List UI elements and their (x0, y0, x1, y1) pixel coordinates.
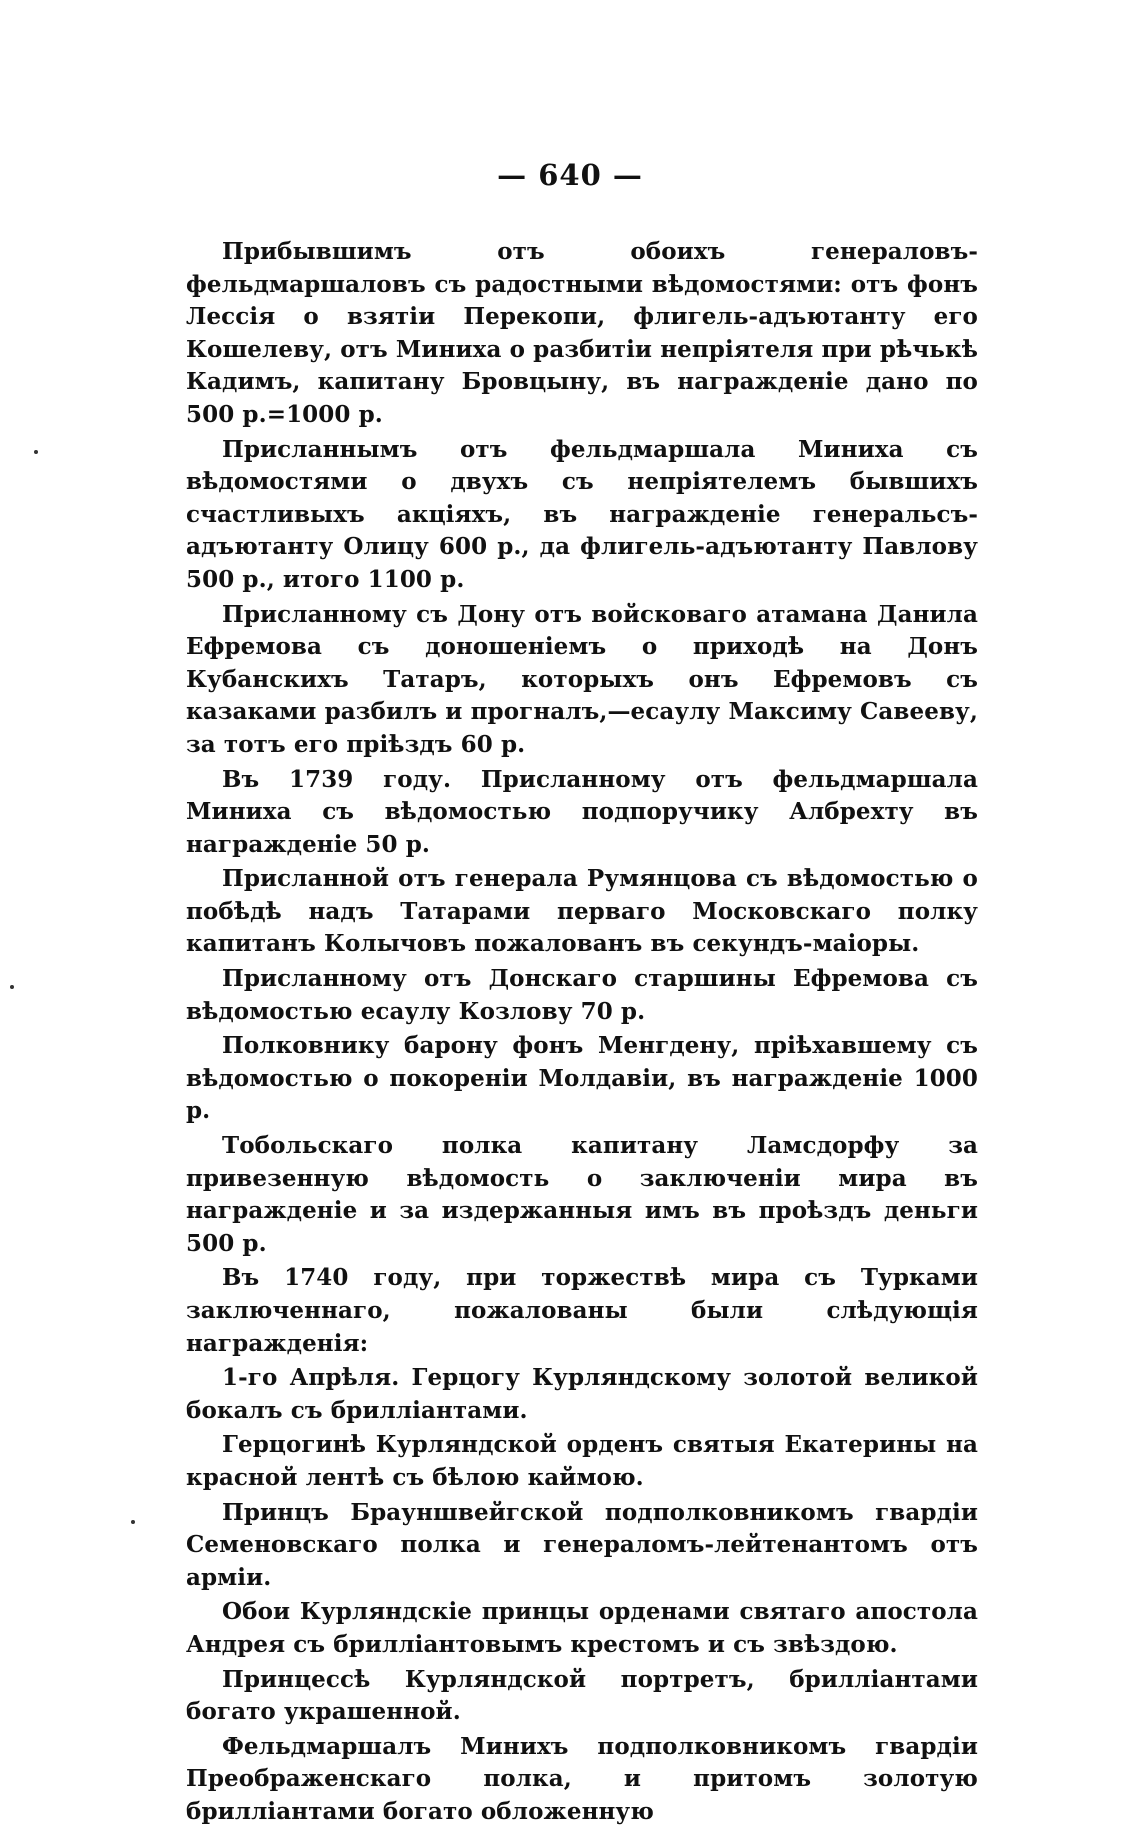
paragraph: Присланному съ Дону отъ войсковаго атамана Данила Ефремова съ доношеніемъ о приходѣ на Донъ Кубанскихъ Татаръ, которыхъ онъ Ефремовъ съ казаками разбилъ и прогналъ,—есаулу Максиму Савееву, за тотъ его пріѣздъ 60 р. (186, 600, 978, 758)
paragraph: 1-го Апрѣля. Герцогу Курляндскому золотой великой бокалъ съ брилліантами. (186, 1364, 978, 1424)
paragraph: Въ 1739 году. Присланному отъ фельдмаршала Миниха съ вѣдомостью подпоручику Албрехту въ награжденіе 50 р. (186, 765, 978, 858)
scan-speck (131, 1520, 135, 1524)
paragraph: Прибывшимъ отъ обоихъ генераловъ-фельдмаршаловъ съ радостными вѣдомостями: отъ фонъ Лессія о взятіи Перекопи, флигель-адъютанту его Кошелеву, отъ Миниха о разбитіи непріятеля при рѣчькѣ Кадимъ, капитану Бровцыну, въ награжденіе дано по 500 р.=1000 р. (186, 238, 978, 428)
paragraph: Полковнику барону фонъ Менгдену, пріѣхавшему съ вѣдомостью о покореніи Молдавіи, въ награжденіе 1000 р. (186, 1032, 978, 1125)
paragraph: Присланнымъ отъ фельдмаршала Миниха съ вѣдомостями о двухъ съ непріятелемъ бывшихъ счастливыхъ акціяхъ, въ награжденіе генеральсъ-адъютанту Олицу 600 р., да флигель-адъютанту Павлову 500 р., итого 1100 р. (186, 435, 978, 593)
paragraph: Герцогинѣ Курляндской орденъ святыя Екатерины на красной лентѣ съ бѣлою каймою. (186, 1431, 978, 1491)
document-body (186, 236, 978, 1831)
paragraph: Присланной отъ генерала Румянцова съ вѣдомостью о побѣдѣ надъ Татарами перваго Московскаго полку капитанъ Колычовъ пожалованъ въ секундъ-маіоры. (186, 865, 978, 958)
paragraph: Фельдмаршалъ Минихъ подполковникомъ гвардіи Преображенскаго полка, и притомъ золотую брилліантами богато обложенную (186, 1732, 978, 1825)
scan-speck (34, 450, 38, 454)
paragraph: Обои Курляндскіе принцы орденами святаго апостола Андрея съ брилліантовымъ крестомъ и съ звѣздою. (186, 1598, 978, 1658)
scan-speck (10, 985, 14, 989)
paragraph: Принцъ Брауншвейгской подполковникомъ гвардіи Семеновскаго полка и генераломъ-лейтенантомъ отъ арміи. (186, 1498, 978, 1591)
paragraph: Въ 1740 году, при торжествѣ мира съ Турками заключеннаго, пожалованы были слѣдующія награжденія: (186, 1264, 978, 1357)
paragraph: Присланному отъ Донскаго старшины Ефремова съ вѣдомостью есаулу Козлову 70 р. (186, 965, 978, 1025)
page-number: — 640 — (497, 158, 643, 192)
paragraph: Тобольскаго полка капитану Ламсдорфу за привезенную вѣдомость о заключеніи мира въ награжденіе и за издержанныя имъ въ проѣздъ деньги 500 р. (186, 1132, 978, 1257)
paragraph: Принцессѣ Курляндской портретъ, брилліантами богато украшенной. (186, 1665, 978, 1726)
